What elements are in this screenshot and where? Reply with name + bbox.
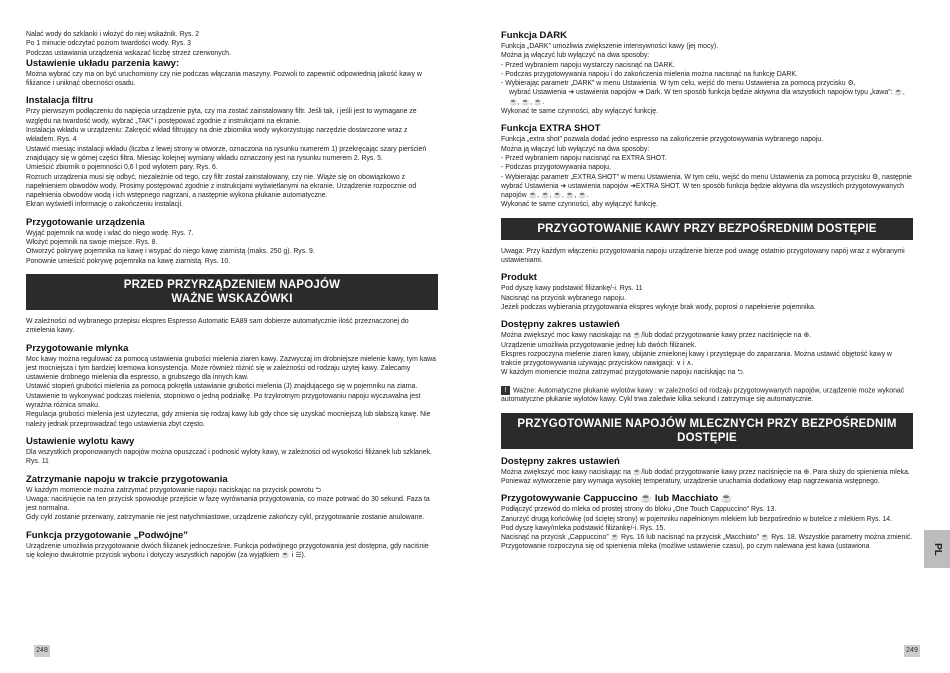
heading-przygotowanie: Przygotowanie urządzenia xyxy=(26,216,145,228)
important-note xyxy=(501,386,913,405)
banner-line: WAŻNE WSKAZÓWKI xyxy=(171,292,293,305)
paragraph: Moc kawy można regulować za pomocą ustawienia grubości mielenia ziaren kawy. Zazwyczaj im drobniejsze mielenie kawy, tym kawa jest mocniejsza i tym bardziej kremowa konsystencja. Może również różnić się w zależności od rodzaju użytej kawy. Zalecamy ustawienie drobnego mielenia dla espresso, a grubszego dla innych kaw. xyxy=(26,355,436,382)
heading-parzenie: Ustawienie układu parzenia kawy: xyxy=(26,57,180,69)
paragraph: Ekran wyświetli informację o zakończeniu instalacji. xyxy=(26,201,184,209)
paragraph: - Przed wybraniem napoju wystarczy nacisnąć na DARK. xyxy=(501,61,675,69)
paragraph: Można wybrać czy ma on być uruchomiony czy nie podczas włączania maszyny. Pozwoli to zapewnić odpowiednią jakość kawy w filiżance i uniknąć obecności osadu. xyxy=(26,70,422,88)
right-page xyxy=(475,0,950,673)
paragraph: wybrać Ustawienia ➜ ustawienia napojów ➜ Dark. W ten sposób funkcja będzie aktywna dla wszystkich napojów typu „kawa”: ☕, ☕, ☕, ☕. xyxy=(509,89,905,106)
heading-mlynek: Przygotowanie młynka xyxy=(26,342,129,354)
paragraph: Pod dyszę kawy podstawić filiżankę/-i. Rys. 11 xyxy=(501,285,643,293)
paragraph: - Wybierając parametr „EXTRA SHOT” w menu Ustawienia. W tym celu, wejść do menu Ustawienia za pomocą przycisku ⚙, następnie wybrać Ustawienia ➜ ustawienia napojów ➜EXTRA SHOT. W ten sposób funkcja będzie aktywna dla wszystkich przygotowywanych napojów ☕, ☕, ☕, ☕, ☕. xyxy=(501,173,912,200)
heading-wylot: Ustawienie wylotu kawy xyxy=(26,435,135,447)
paragraph: Umieścić zbiornik o pojemności 0,6 l pod wylotem pary. Rys. 6. xyxy=(26,164,218,172)
paragraph: W każdym momencie można zatrzymać przygotowanie napoju naciskając na ⮌. xyxy=(501,369,745,377)
section-banner: PRZYGOTOWANIE KAWY PRZY BEZPOŚREDNIM DOSTĘPIE xyxy=(501,218,913,240)
section-banner xyxy=(26,274,438,310)
paragraph: Funkcja „DARK” umożliwia zwiększenie intensywności kawy (jej mocy). xyxy=(501,43,719,50)
heading-podwojne: Funkcja przygotowanie „Podwójne” xyxy=(26,529,189,541)
intro-line: Podczas ustawiania urządzenia wskazać liczbę strzeż czerwonych. xyxy=(26,49,231,57)
paragraph: Można ją włączyć lub wyłączyć na dwa sposoby: xyxy=(501,145,650,153)
paragraph: Dla wszystkich proponowanych napojów można opuszczać i podnosić wyloty kawy, w zależności od wysokości filiżanek lub szklanek. Rys. 11 xyxy=(26,448,432,466)
section-banner: PRZYGOTOWANIE NAPOJÓW MLECZNYCH PRZY BEZPOŚREDNIM DOSTĘPIE xyxy=(501,413,913,449)
paragraph: Ponownie umieścić pokrywę pojemnika na kawę ziarnistą. Rys. 10. xyxy=(26,257,231,265)
paragraph: Gdy cykl zostanie przerwany, zatrzymanie nie jest natychmiastowe, urządzenie zakończy cykl, przygotowanie zostanie anulowane. xyxy=(26,514,425,522)
important-text: Ważne: Automatyczne płukanie wylotów kawy : w zależności od rodzaju przygotowywanych napojów, urządzenie może wykonać automatyczne płukanie wylotów kawy. Cykl trwa zaledwie kilka sekund i zatrzymuje się automatycznie. xyxy=(501,387,905,404)
paragraph: Instalacja wkładu w urządzeniu: Zakręcić wkład filtrujący na dnie zbiornika wody wykorzystując narzędzie dostarczone wraz z wkładem. Rys. 4 xyxy=(26,127,408,144)
paragraph: Podłączyć przewód do mleka od prostej strony do bloku „One Touch Cappuccino” Rys. 13. xyxy=(501,506,777,514)
heading-produkt: Produkt xyxy=(501,272,537,284)
warning-icon: ! xyxy=(501,386,510,395)
paragraph: Urządzenie umożliwia przygotowanie jednej lub dwóch filiżanek. xyxy=(501,341,697,349)
paragraph: - Przed wybraniem napoju nacisnąć na EXTRA SHOT. xyxy=(501,154,667,162)
paragraph: Przy pierwszym podłączeniu do napięcia urządzenie pyta, czy ma zostać zainstalowany filtr. Jeśli tak, i jeśli jest to wymagane ze względu na twardość wody, wybrać „TAK” i postępować zgodnie z instrukcjami na ekranie. xyxy=(26,108,417,125)
page-number: 249 xyxy=(904,645,920,657)
paragraph: Otworzyć pokrywę pojemnika na kawę i wsypać do niego kawę ziarnistą (maks. 250 g). Rys. 9. xyxy=(26,248,315,256)
paragraph: Funkcja „extra shot” pozwala dodać jedno espresso na zakończenie przygotowywania wybranego napoju. xyxy=(501,136,824,144)
language-tab xyxy=(924,530,950,568)
paragraph: Nacisnąć na przycisk wybranego napoju. xyxy=(501,294,626,302)
intro-line: Nalać wody do szklanki i włożyć do niej wskaźnik. Rys. 2 xyxy=(26,31,200,38)
paragraph: Wyjąć pojemnik na wodę i wlać do niego wodę. Rys. 7. xyxy=(26,229,194,237)
paragraph: Urządzenie umożliwia przygotowanie dwóch filiżanek jednocześnie. Funkcja podwójnego przygotowania jest dostępna, gdy naciśnie się kolejno dwukrotnie przycisk wyboru i dotyczy wszystkich napojów (za wyjątkiem ☕ i ☰). xyxy=(26,542,429,559)
paragraph: W zależności od wybranego przepisu ekspres Espresso Automatic EA89 sam dobierze automatycznie ilość przeznaczonej do zmielenia kawy. xyxy=(26,317,409,335)
paragraph: Wykonać te same czynności, aby wyłączyć funkcję. xyxy=(501,201,658,209)
language-label: PL xyxy=(931,542,943,556)
paragraph: Zanurzyć drugą końcówkę (od ściętej strony) w pojemniku napełnionym mlekiem lub bezpośrednio w butelce z mlekiem Rys. 14. xyxy=(501,515,893,523)
paragraph: Rozruch urządzenia musi się odbyć, niezależnie od tego, czy filtr został zainstalowany, czy nie. Wiąże się on obowiązkowo z napełnieniem obwodów wody. Prosimy postępować zgodnie z instrukcjami wyświetlanymi na ekranie. Urządzenie rozpocznie od napełnienia obwodów wodą i ich wstępnego nagrzani, a następnie wykona płukanie automatyczne. xyxy=(26,173,417,200)
heading-cappuccino: Przygotowywanie Cappuccino ☕ lub Macchiato ☕ xyxy=(501,493,733,505)
heading-extra-shot: Funkcja EXTRA SHOT xyxy=(501,123,601,135)
paragraph: Jeżeli podczas wybierania przygotowania ekspres wykryje brak wody, poprosi o napełnienie pojemnika. xyxy=(501,303,816,311)
banner-line: PRZED PRZYRZĄDZENIEM NAPOJÓW xyxy=(123,278,341,291)
heading-zakres-mleczne: Dostępny zakres ustawień xyxy=(501,455,620,467)
intro-line: Po 1 minucie odczytać poziom twardości wody. Rys. 3 xyxy=(26,40,191,48)
paragraph: Uwaga: Przy każdym włączeniu przygotowania napoju urządzenie bierze pod uwagę ostatnio przygotowany napój wraz z wybranymi ustawieniami. xyxy=(501,247,905,265)
paragraph: Przygotowanie rozpoczyna się od spienienia mleka (możliwe ustawienie czasu), po czym nalewana jest kawa (ustawiona xyxy=(501,543,870,551)
heading-zatrzymanie: Zatrzymanie napoju w trakcie przygotowania xyxy=(26,473,228,485)
heading-dark: Funkcja DARK xyxy=(501,30,567,41)
paragraph: Ekspres rozpoczyna mielenie ziaren kawy, ubijanie zmielonej kawy i przystępuje do zaparzania. Można ustawić objętość kawy w trakcie przygotowywania używając przycisków nawigacji: ∨ i ∧. xyxy=(501,350,892,368)
paragraph: Można ją włączyć lub wyłączyć na dwa sposoby: xyxy=(501,52,650,60)
paragraph: Można zwiększyć moc kawy naciskając na ☕/lub dodać przygotowanie kawy przez naciśnięcie na ⊕. Para służy do spienienia mleka. Ponieważ wytworzenie pary wymaga wysokiej temperatury, urządzenie uruchamia dodatkowy etap nagrzewania wstępnego. xyxy=(501,468,910,485)
right-column xyxy=(501,30,913,552)
page-number: 248 xyxy=(34,645,50,657)
paragraph: Ustawić stopień grubości mielenia za pomocą pokrętła ustawianie grubości mielenia (J) znajdującego się w pojemniku na ziarna. Ustawienie to wykonywać podczas mielenia, stopniowo o jedną podziałkę. Po trzykrotnym przygotowaniu napoju wyczuwalna jest wyraźna różnica smaku. xyxy=(26,383,421,410)
paragraph: Wykonać te same czynności, aby wyłączyć funkcję. xyxy=(501,108,658,116)
paragraph: Regulacja grubości mielenia jest użyteczna, gdy zmienia się rodzaj kawy lub gdy chce się uzyskać mocniejszą lub słabszą kawę. Nie należy jednak przeprowadzać tego ustawienia zbyt często. xyxy=(26,411,431,428)
paragraph: Uwaga: naciśnięcie na ten przycisk spowoduje przejście w fazę wyrównania przygotowania, co może potrwać do 30 sekund. Faza ta jest normalna. xyxy=(26,495,430,513)
paragraph: Pod dyszę kawy/mleka podstawić filiżankę/-i. Rys. 15. xyxy=(501,524,666,532)
left-column xyxy=(26,30,438,560)
paragraph: Włożyć pojemnik na swoje miejsce. Rys. 8. xyxy=(26,239,158,247)
paragraph: Nacisnąć na przycisk „Cappuccino” ☕ Rys. 16 lub nacisnąć na przycisk „Macchiato” ☕ Rys. 18. Wszystkie parametry można zmienić. xyxy=(501,534,913,542)
paragraph: W każdym momencie można zatrzymać przygotowanie napoju naciskając na przycisk powrotu ⮌ xyxy=(26,486,322,494)
paragraph: - Podczas przygotowywania napoju i do zakończenia mielenia można nacisnąć na funkcję DARK. xyxy=(501,70,798,78)
paragraph: Ustawić miesiąc instalacji wkładu (liczba z lewej strony w otworze, oznaczona na rysunku numerem 1) przekręcając szary pierścień znajdujący się w górnej części filtra. Miesiąc kolejnej wymiany wkładu oznaczony jest na rysunku numerem 2. Rys. 5. xyxy=(26,145,427,162)
heading-filtr: Instalacja filtru xyxy=(26,95,94,107)
paragraph: - Podczas przygotowywania napoju, xyxy=(501,164,611,172)
heading-zakres: Dostępny zakres ustawień xyxy=(501,319,620,331)
paragraph: Można zwiększyć moc kawy naciskając na ☕/lub dodać przygotowanie kawy przez naciśnięcie na ⊕. xyxy=(501,332,812,340)
paragraph: - Wybierając parametr „DARK” w menu Ustawienia. W tym celu, wejść do menu Ustawienia za pomocą przycisku ⚙, xyxy=(501,80,856,88)
